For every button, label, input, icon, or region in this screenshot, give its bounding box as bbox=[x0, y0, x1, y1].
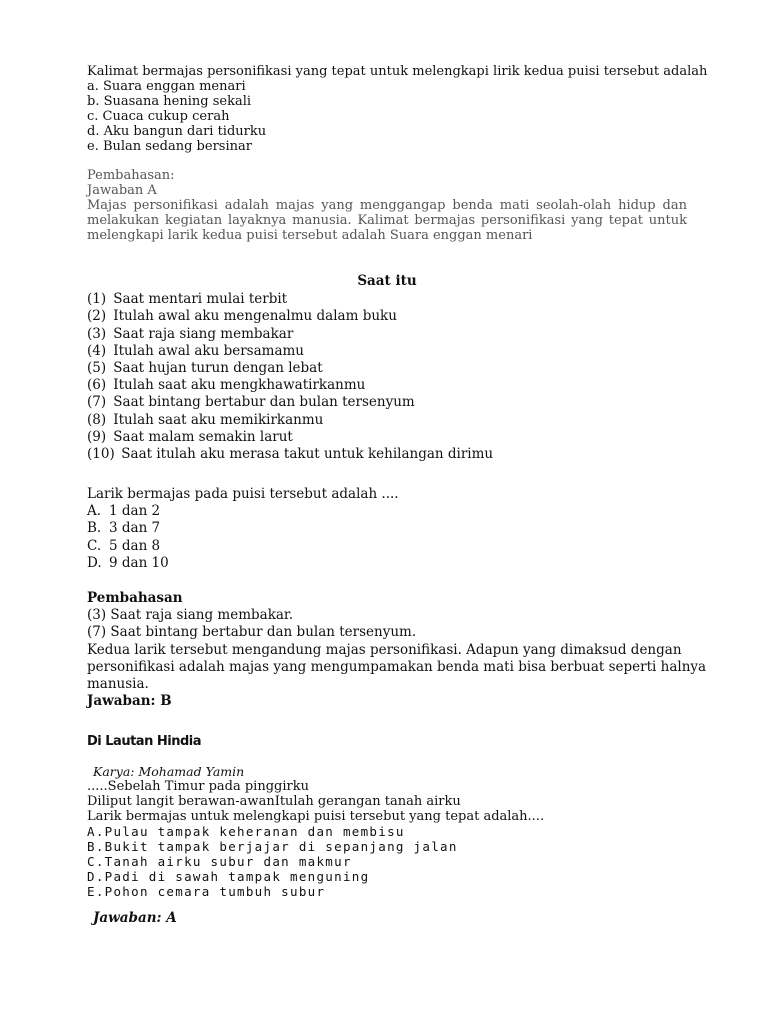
question-1 bbox=[87, 64, 708, 154]
poem-2-author: Karya: Mohamad Yamin bbox=[93, 764, 245, 779]
question-3-option-e: E.Pohon cemara tumbuh subur bbox=[87, 884, 326, 899]
poem-line-number: (5) bbox=[87, 360, 107, 377]
discussion-answer: Jawaban A bbox=[87, 183, 157, 198]
option-text: 1 dan 2 bbox=[109, 503, 161, 520]
poem-line-number: (8) bbox=[87, 411, 107, 428]
poem-line-text: Itulah saat aku mengkhawatirkanmu bbox=[113, 377, 366, 394]
discussion-title: Pembahasan bbox=[87, 590, 183, 606]
poem-line-text: Saat hujan turun dengan lebat bbox=[113, 360, 323, 377]
poem-2-line: Diliput langit berawan-awanItulah gerangan tanah airku bbox=[87, 794, 461, 809]
question-3-text: Larik bermajas untuk melengkapi puisi tersebut yang tepat adalah.... bbox=[87, 809, 545, 824]
poem-line bbox=[87, 394, 687, 411]
question-3-option-c: C.Tanah airku subur dan makmur bbox=[87, 854, 352, 869]
poem-line-number: (10) bbox=[87, 446, 115, 463]
poem-line-number: (3) bbox=[87, 325, 107, 342]
poem-line-text: Saat bintang bertabur dan bulan tersenyum bbox=[113, 394, 415, 411]
question-3-answer-block bbox=[87, 910, 687, 927]
poem-line bbox=[87, 446, 687, 463]
question-1-text: Kalimat bermajas personifikasi yang tepat untuk melengkapi lirik kedua puisi tersebut adalah bbox=[87, 64, 708, 79]
poem-2-title: Di Lautan Hindia bbox=[87, 734, 201, 749]
question-1-option-b: b. Suasana hening sekali bbox=[87, 94, 252, 109]
discussion-line: (3) Saat raja siang membakar. bbox=[87, 607, 294, 624]
poem-title: Saat itu bbox=[357, 273, 417, 289]
option-letter: D. bbox=[87, 554, 102, 571]
question-3-answer: Jawaban: A bbox=[93, 910, 177, 926]
question-1-option-a: a. Suara enggan menari bbox=[87, 79, 246, 94]
question-2-text: Larik bermajas pada puisi tersebut adalah .... bbox=[87, 486, 399, 502]
poem-2-line: .....Sebelah Timur pada pinggirku bbox=[87, 779, 309, 794]
poem-line-text: Saat mentari mulai terbit bbox=[113, 291, 288, 308]
poem-line bbox=[87, 377, 687, 394]
question-1-option-c: c. Cuaca cukup cerah bbox=[87, 109, 230, 124]
poem-line bbox=[87, 412, 687, 429]
poem-line-text: Saat malam semakin larut bbox=[113, 428, 293, 445]
question-1-discussion bbox=[87, 168, 687, 243]
poem-line bbox=[87, 429, 687, 446]
discussion-line: personifikasi adalah majas yang mengumpamakan benda mati bisa berbuat seperti halnya bbox=[87, 658, 707, 675]
option-letter: C. bbox=[87, 537, 102, 554]
poem-line bbox=[87, 343, 687, 360]
discussion-line: Kedua larik tersebut mengandung majas personifikasi. Adapun yang dimaksud dengan bbox=[87, 641, 682, 658]
poem-line-text: Itulah awal aku bersamamu bbox=[113, 342, 304, 359]
poem-line-text: Saat itulah aku merasa takut untuk kehilangan dirimu bbox=[121, 446, 494, 463]
poem-line-text: Saat raja siang membakar bbox=[113, 325, 294, 342]
option-text: 9 dan 10 bbox=[109, 554, 169, 571]
question-1-option-d: d. Aku bangun dari tidurku bbox=[87, 124, 267, 139]
question-3-body bbox=[87, 764, 687, 899]
poem-line-number: (4) bbox=[87, 342, 107, 359]
question-1-option-e: e. Bulan sedang bersinar bbox=[87, 139, 252, 154]
question-3-option-d: D.Padi di sawah tampak menguning bbox=[87, 869, 370, 884]
option-text: 5 dan 8 bbox=[109, 537, 161, 554]
question-3 bbox=[87, 734, 687, 750]
option-letter: A. bbox=[87, 503, 102, 520]
poem-line-number: (9) bbox=[87, 428, 107, 445]
poem bbox=[87, 273, 687, 463]
question-3-option-b: B.Bukit tampak berjajar di sepanjang jalan bbox=[87, 839, 458, 854]
poem-line bbox=[87, 291, 687, 308]
discussion-answer: Jawaban: B bbox=[87, 693, 172, 710]
question-3-option-a: A.Pulau tampak keheranan dan membisu bbox=[87, 824, 405, 839]
discussion-label: Pembahasan: bbox=[87, 168, 175, 183]
poem-line bbox=[87, 308, 687, 325]
poem-line-text: Itulah saat aku memikirkanmu bbox=[113, 411, 324, 428]
poem-line-number: (1) bbox=[87, 291, 107, 308]
poem-line-number: (2) bbox=[87, 308, 107, 325]
discussion-explanation: Majas personifikasi adalah majas yang menggangap benda mati seolah-olah hidup dan melakukan kegiatan layaknya manusia. Kalimat bermajas personifikasi yang tepat untuk melengkapi larik kedua puisi tersebut adalah Suara enggan menari bbox=[87, 198, 687, 243]
poem-line-text: Itulah awal aku mengenalmu dalam buku bbox=[113, 308, 397, 325]
question-2-option bbox=[87, 555, 687, 572]
question-2-discussion bbox=[87, 590, 707, 710]
question-2-option bbox=[87, 520, 687, 537]
discussion-line: manusia. bbox=[87, 676, 149, 693]
poem-line bbox=[87, 360, 687, 377]
question-2-option bbox=[87, 538, 687, 555]
poem-line-number: (7) bbox=[87, 394, 107, 411]
question-2-option bbox=[87, 503, 687, 520]
option-letter: B. bbox=[87, 520, 102, 537]
poem-line bbox=[87, 326, 687, 343]
question-2 bbox=[87, 486, 687, 572]
option-text: 3 dan 7 bbox=[109, 520, 161, 537]
poem-line-number: (6) bbox=[87, 377, 107, 394]
discussion-line: (7) Saat bintang bertabur dan bulan tersenyum. bbox=[87, 624, 417, 641]
